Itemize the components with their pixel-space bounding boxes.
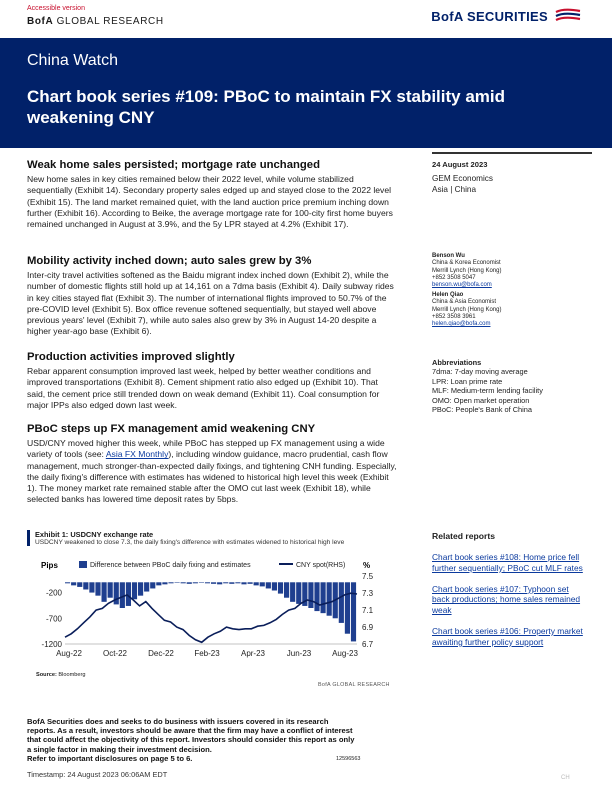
fixing-diff-bar (241, 582, 246, 584)
fixing-diff-bar (150, 582, 155, 588)
source-label: Source: (36, 672, 57, 678)
related-report-link[interactable]: Chart book series #106: Property market awaiting further policy support (432, 625, 583, 647)
analyst-email[interactable]: benson.wu@bofa.com (432, 282, 492, 289)
fixing-diff-bar (296, 582, 301, 604)
brand-wordmark (27, 16, 164, 27)
abbreviations-box (432, 358, 592, 414)
analyst-email[interactable]: helen.qiao@bofa.com (432, 321, 491, 328)
logo-text: BofA SECURITIES (431, 8, 548, 24)
doc-id: 12596563 (336, 756, 361, 762)
abbreviation-item: PBoC: People's Bank of China (432, 405, 533, 415)
analyst-role: China & Asia Economist (432, 299, 497, 306)
section-home-sales (27, 159, 397, 230)
fixing-diff-bar (187, 582, 192, 584)
bofa-securities-logo (431, 8, 582, 24)
abbreviation-item: MLF: Medium-term lending facility (432, 386, 543, 396)
section-body: Inter-city travel activities softened as the Baidu migrant index inched down (Exhibit 2), while the number of domestic flights still hold up at 14,161 on a 7dma basis (Exhibit 4). Daily subway rides in key cities stayed flat (Exhibit 3). The number of international flights improved to 50.7% of the pre-COVID level (Exhibit 5). Box office revenue softened sequentially, but stayed well above previous years' level (Exhibit 7), while auto sales also grew by 3% in August 14-20 despite a higher year-ago base (Exhibit 6). (27, 270, 394, 337)
fixing-diff-bar (278, 582, 283, 593)
right-tick-label: 7.5 (362, 572, 374, 582)
fixing-diff-bar (199, 582, 204, 583)
fixing-diff-bar (321, 582, 326, 613)
fixing-diff-bar (235, 582, 240, 583)
x-ticks (56, 644, 358, 658)
fixing-diff-bar (248, 582, 253, 584)
left-tick-label: -200 (45, 588, 62, 598)
fixing-diff-bar (108, 582, 113, 597)
fixing-diff-bar (327, 582, 332, 615)
fixing-diff-bar (120, 582, 125, 608)
fixing-diff-bars (65, 582, 356, 641)
analyst-phone: +852 3508 3961 (432, 313, 476, 320)
right-axis-label: % (363, 561, 371, 570)
right-tick-label: 6.7 (362, 640, 374, 649)
fixing-diff-bar (71, 582, 76, 585)
disclaimer (27, 717, 357, 763)
legend-swatch-bars (79, 561, 87, 568)
section-body: Rebar apparent consumption improved last week, helped by better weather conditions and improved transportations (Exhibit 8). Cement shipment ratio also edged up (Exhibit 10). That said, the cement price still trended down on weak demand (Exhibit 11). Coal consumption for major IPPs also edged down last week. (27, 366, 380, 410)
fixing-diff-bar (65, 582, 70, 583)
fixing-diff-bar (162, 582, 167, 584)
section-heading: Weak home sales persisted; mortgage rate unchanged (27, 159, 320, 171)
fixing-diff-bar (126, 582, 131, 606)
analyst-name: Helen Qiao (432, 292, 464, 298)
fixing-diff-bar (223, 582, 228, 583)
x-tick-label: Dec-22 (148, 649, 174, 658)
fixing-diff-bar (266, 582, 271, 588)
disclaimer-text: BofA Securities does and seeks to do business with issuers covered in its research reports. As a result, investors should be aware that the firm may have a conflict of interest that could affect the objectivity of this report. Investors should consider this report as only a single factor in making their investment decision. (27, 717, 355, 754)
fixing-diff-bar (144, 582, 149, 591)
section-heading: Mobility activity inched down; auto sales grew by 3% (27, 255, 312, 267)
section-body (27, 438, 397, 506)
fixing-diff-bar (272, 582, 277, 590)
disclosures-note: Refer to important disclosures on page 5 to 6. (27, 753, 193, 763)
asia-fx-monthly-link[interactable]: Asia FX Monthly (105, 449, 169, 460)
analyst-firm: Merrill Lynch (Hong Kong) (432, 267, 502, 274)
exhibit-title: Exhibit 1: USDCNY exchange rate (35, 530, 154, 539)
fixing-diff-bar (89, 582, 94, 592)
fixing-diff-bar (205, 582, 210, 583)
desk: GEM Economics (432, 174, 493, 183)
region: Asia | China (432, 184, 476, 194)
fixing-diff-bar (132, 582, 137, 599)
report-date: 24 August 2023 (432, 160, 488, 169)
brand-bold: BofA (27, 16, 54, 27)
analyst-name: Benson Wu (432, 253, 465, 259)
fixing-diff-bar (339, 582, 344, 623)
section-production (27, 351, 397, 411)
abbreviations-title: Abbreviations (432, 358, 482, 367)
sidebar-rule (432, 152, 592, 154)
abbreviation-item: 7dma: 7-day moving average (432, 367, 528, 377)
left-ticks (42, 589, 63, 649)
fixing-diff-bar (308, 582, 313, 608)
fixing-diff-bar (156, 582, 161, 585)
source-value: Bloomberg (58, 672, 86, 678)
fixing-diff-bar (260, 582, 265, 586)
related-report-link[interactable]: Chart book series #108: Home price fell further sequentially; PBoC cut MLF rates (432, 552, 583, 573)
left-tick-label: -700 (45, 614, 62, 624)
accessible-version-link[interactable]: Accessible version (27, 5, 85, 12)
usdcny-chart (27, 556, 387, 660)
x-tick-label: Oct-22 (102, 649, 128, 658)
fixing-diff-bar (83, 582, 88, 589)
fixing-diff-bar (138, 582, 143, 595)
fixing-diff-bar (351, 582, 356, 641)
right-tick-label: 7.3 (362, 589, 374, 599)
timestamp: Timestamp: 24 August 2023 06:06AM EDT (27, 770, 168, 779)
x-tick-label: Feb-23 (194, 649, 220, 658)
fixing-diff-bar (77, 582, 82, 587)
body-post: ), including window guidance, macro prudential, cash flow management, much stronger-than-expected daily fixings, and tightening CNH funding. Especially, the daily fixing's difference with estimates has widened to historical high level this week (Exhibit 1). The money market rate remained stable after the OMO cut last week (Exhibit 18), while selected banks has lowered time deposit rates by 5bps. (27, 449, 397, 505)
section-mobility (27, 255, 397, 338)
analyst-card (432, 292, 592, 328)
right-tick-label: 7.1 (362, 606, 374, 616)
body-pre: USD/CNY moved higher this week, while PBoC has stepped up FX management using a wide variety of tools (see: (27, 438, 385, 460)
fixing-diff-bar (211, 582, 216, 584)
exhibit-source (36, 672, 85, 678)
fixing-diff-bar (345, 582, 350, 633)
desk-info (432, 174, 592, 195)
exhibit-footer-brand: BofA GLOBAL RESEARCH (318, 682, 390, 688)
left-tick-label: -1200 (41, 640, 62, 649)
exhibit-header (27, 530, 397, 546)
fixing-diff-bar (175, 582, 180, 583)
exhibit-subtitle: USDCNY weakened to close 7.3, the daily fixing's difference with estimates widened to historical high leve (35, 539, 345, 546)
legend-label-bars: Difference between PBoC daily fixing and estimates (90, 562, 251, 569)
series-name: China Watch (27, 52, 118, 69)
fixing-diff-bar (254, 582, 259, 585)
fixing-diff-bar (193, 582, 198, 583)
abbreviation-item: LPR: Loan prime rate (432, 376, 503, 386)
fixing-diff-bar (229, 582, 234, 584)
analyst-role: China & Korea Economist (432, 260, 501, 267)
x-tick-label: Apr-23 (240, 649, 266, 658)
analyst-card (432, 253, 592, 289)
fixing-diff-bar (314, 582, 319, 611)
related-reports-title: Related reports (432, 531, 496, 541)
fixing-diff-bar (95, 582, 100, 595)
related-reports-list (432, 552, 588, 648)
report-title: Chart book series #109: PBoC to maintain FX stability amid weakening CNY (27, 87, 506, 127)
fixing-diff-bar (290, 582, 295, 602)
right-ticks (362, 572, 374, 649)
section-fx (27, 423, 397, 506)
legend-label-line: CNY spot(RHS) (296, 562, 346, 569)
flag-icon (554, 8, 582, 24)
fixing-diff-bar (102, 582, 107, 602)
fixing-diff-bar (217, 582, 222, 584)
related-report-link[interactable]: Chart book series #107: Typhoon set back productions; home sales remained weak (432, 583, 581, 616)
section-heading: PBoC steps up FX management amid weakening CNY (27, 423, 316, 435)
fixing-diff-bar (181, 582, 186, 583)
section-body: New home sales in key cities remained below their 2022 level, while volume stabilized sequentially (Exhibit 14). Secondary property sales edged up and stayed close to the 2022 level (Exhibit 15). The land market remained quiet, with the land auction price premium inching down further (Exhibit 16). According to Beike, the average mortgage rate for 100-city first home buyers remained unchanged in August at 3.9%, and the 5y LPR stayed at 4.2% (Exhibit 17). (27, 174, 393, 230)
x-tick-label: Jun-23 (286, 649, 312, 658)
brand-rest: GLOBAL RESEARCH (53, 16, 164, 27)
fixing-diff-bar (284, 582, 289, 597)
fixing-diff-bar (114, 582, 119, 604)
x-tick-label: Aug-22 (56, 649, 82, 658)
fixing-diff-bar (168, 582, 173, 583)
right-tick-label: 6.9 (362, 623, 374, 633)
analyst-firm: Merrill Lynch (Hong Kong) (432, 306, 502, 313)
analyst-phone: +852 3508 5047 (432, 274, 476, 281)
page-mark: CH (561, 775, 570, 781)
x-tick-label: Aug-23 (332, 649, 358, 658)
section-heading: Production activities improved slightly (27, 351, 235, 363)
left-axis-label: Pips (41, 561, 58, 570)
abbreviation-item: OMO: Open market operation (432, 395, 530, 405)
